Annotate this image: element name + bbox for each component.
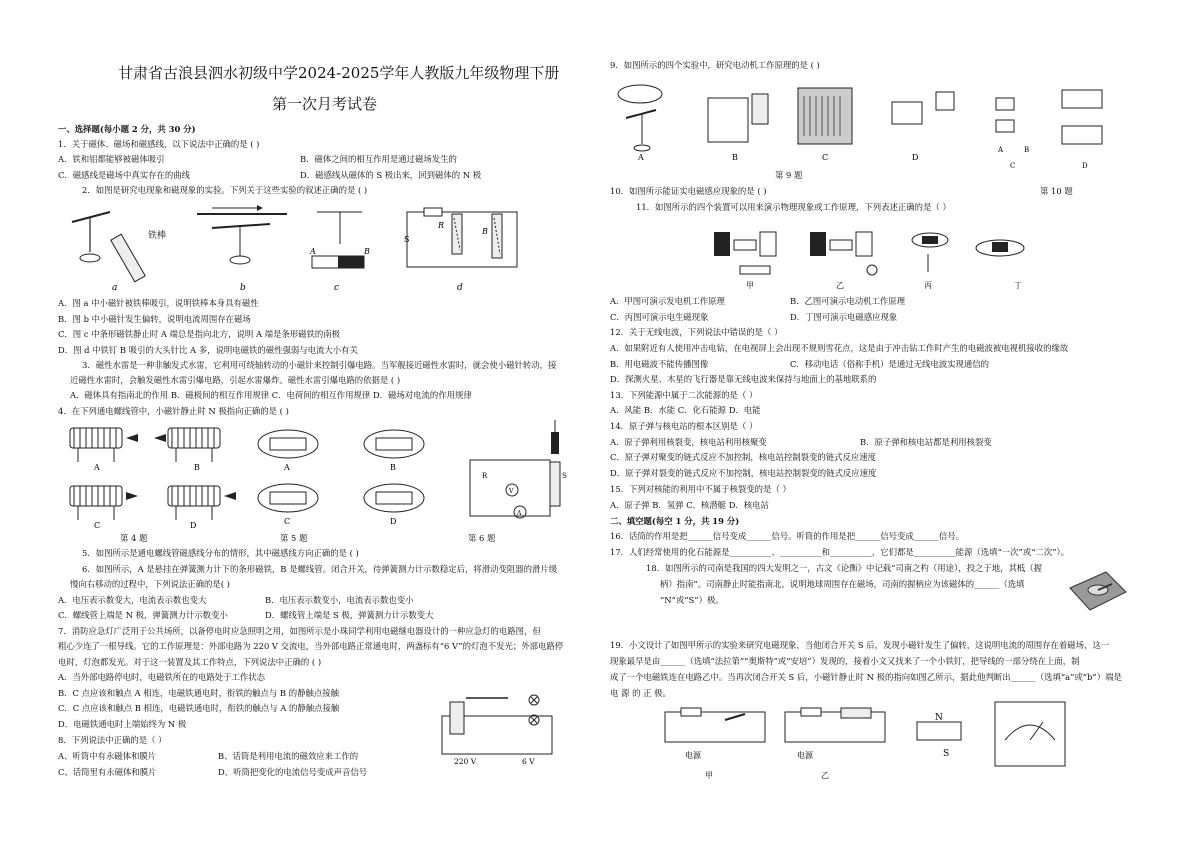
q19-figure bbox=[655, 700, 1155, 790]
question-11: 11．如图所示的四个装置可以用来演示物理现象或工作原理，下列表述正确的是（ ） bbox=[636, 202, 951, 212]
q11-fig-jia bbox=[714, 232, 776, 290]
q6-option-a: A．电压表示数变大，电流表示数也变大 bbox=[58, 595, 207, 605]
q2-option-b: B．图 b 中小磁针发生偏转，说明电流周围存在磁场 bbox=[58, 314, 251, 324]
question-13: 13．下列能源中属于二次能源的是（ ） bbox=[610, 390, 758, 400]
question-7: 7．消防应急灯广泛用于公共场所，以备停电时应急照明之用，如图所示是小珠同学利用电磁继电器设计的一种应急灯的电路图，但 bbox=[58, 626, 541, 636]
question-18: 18．如图所示的司南是我国的四大发明之一，古文《论衡》中记载“司南之杓（用途），投之于地，其柢（握 bbox=[646, 563, 1042, 573]
svg-text:B: B bbox=[482, 227, 488, 236]
q19-meter-figure bbox=[917, 702, 1065, 766]
caption-q6: 第 6 题 bbox=[468, 533, 496, 543]
q12-option-a: A．如果附近有人使用冲击电钻，在电视屏上会出现不规则雪花点，这是由于冲击钻工作时产生的电磁波被电视机接收的缘故 bbox=[610, 343, 1069, 353]
q1-option-b: B．磁体之间的相互作用是通过磁场发生的 bbox=[300, 154, 457, 164]
q18-sinan-figure bbox=[1066, 568, 1128, 612]
question-19-cont3: 电 源 的 正 极。 bbox=[610, 688, 671, 698]
q9-q10-figure bbox=[612, 78, 1132, 173]
q11-fig-ding bbox=[976, 240, 1024, 290]
q2-option-c: C．图 c 中条形磁铁静止时 A 端总是指向北方，说明 A 端是条形磁铁的南极 bbox=[58, 329, 341, 339]
q11-label-jia: 甲 bbox=[746, 281, 754, 290]
q11-option-d: D．丁图可演示电磁感应现象 bbox=[790, 312, 898, 322]
page-title: 甘肃省古浪县泗水初级中学2024-2025学年人教版九年级物理下册 bbox=[118, 64, 560, 82]
svg-text:D: D bbox=[390, 517, 397, 526]
svg-text:A: A bbox=[284, 463, 290, 472]
q11-option-c: C．丙图可演示电生磁现象 bbox=[610, 312, 709, 322]
svg-text:B: B bbox=[194, 463, 200, 472]
q7-option-d: D．电磁铁通电时上端始终为 N 极 bbox=[58, 719, 187, 729]
q2-option-d: D．图 d 中铁钉 B 吸引的大头针比 A 多，说明电磁铁的磁性强弱与电流大小有关 bbox=[58, 345, 358, 355]
q2-fig-c bbox=[309, 212, 370, 293]
q1-option-a: A．铁和铝都能够被磁体吸引 bbox=[58, 154, 165, 164]
q2-label-d: d bbox=[457, 283, 463, 293]
svg-text:S: S bbox=[404, 235, 410, 244]
q4-q6-figure bbox=[60, 420, 580, 540]
question-19-cont2: 成了一个电磁铁连在电路乙中。当再次闭合开关 S 后，小磁针静止时 N 极的指向如图乙所示，据此他判断出______（选填“a”或“b”）端是 bbox=[610, 672, 1122, 682]
svg-text:A: A bbox=[94, 463, 100, 472]
question-2: 2．如图是研究电现象和磁现象的实验。下列关于这些实验的叙述正确的是 ( ) bbox=[82, 185, 368, 195]
q11-label-ding: 丁 bbox=[1014, 281, 1022, 290]
question-7-cont1: 粗心少连了一根导线。它的工作原理是：外部电路为 220 V 交流电，当外部电路正常通电时，两盏标有“6 V”的灯泡不发光；外部电路停 bbox=[58, 641, 564, 651]
q13-options: A．风能 B．水能 C．化石能源 D．电能 bbox=[610, 405, 761, 415]
q11-label-yi: 乙 bbox=[836, 281, 844, 290]
question-6-cont: 慢向右移动的过程中，下列说法正确的是( ) bbox=[70, 579, 230, 589]
caption-q4: 第 4 题 bbox=[120, 533, 148, 543]
question-12: 12．关于无线电波，下列说法中错误的是（ ） bbox=[610, 327, 783, 337]
q2-option-a: A．图 a 中小磁针被铁棒吸引，说明铁棒本身具有磁性 bbox=[58, 298, 259, 308]
q11-fig-bing bbox=[912, 233, 948, 290]
q2-fig-a bbox=[72, 212, 166, 293]
svg-text:R: R bbox=[482, 472, 488, 480]
q7-option-c: C．C 点应该和触点 B 相连，电磁铁通电时，衔铁的触点与 A 的静触点接触 bbox=[58, 703, 340, 713]
page-subtitle: 第一次月考试卷 bbox=[272, 95, 378, 113]
svg-text:B: B bbox=[390, 463, 396, 472]
svg-text:D: D bbox=[190, 521, 197, 530]
svg-text:V: V bbox=[509, 488, 514, 495]
q14-option-d: D．原子弹对裂变的链式反应不加控制，核电站控制裂变的链式反应速度 bbox=[610, 468, 877, 478]
caption-q10: 第 10 题 bbox=[1040, 186, 1073, 196]
q19-jia-power-label: 电源 bbox=[685, 751, 701, 760]
q2-label-b: b bbox=[240, 283, 246, 293]
q6-option-d: D．螺线管上端是 S 极，弹簧测力计示数变大 bbox=[265, 610, 434, 620]
q5-solenoids bbox=[258, 430, 424, 526]
q19-yi-label: 乙 bbox=[821, 771, 829, 780]
svg-text:B: B bbox=[732, 153, 738, 162]
q11-figure bbox=[700, 222, 1060, 294]
svg-text:C: C bbox=[94, 521, 101, 530]
q11-fig-yi bbox=[810, 232, 877, 290]
q8-option-c: C、话筒里有永磁体和膜片 bbox=[58, 767, 157, 777]
question-19: 19．小文设计了如图甲所示的实验来研究电磁现象，当他闭合开关 S 后，发现小磁针发生了偏转，这说明电流的周围存在着磁场，这一 bbox=[610, 640, 1110, 650]
question-10: 10．如图所示能证实电磁感应现象的是 ( ) bbox=[610, 186, 767, 196]
question-16: 16．话筒的作用是把______信号变成______信号。听筒的作用是把______信号变成______信号。 bbox=[610, 531, 965, 541]
q19-yi-power-label: 电源 bbox=[797, 751, 813, 760]
q3-options: A．磁体具有指南北的作用 B．磁极间的相互作用规律 C．电荷间的相互作用规律 D．磁场对电流的作用规律 bbox=[70, 390, 472, 400]
svg-text:A: A bbox=[310, 247, 316, 256]
q2-label-a: a bbox=[112, 283, 118, 293]
question-15: 15．下列对核能的利用中不属于核裂变的是（ ） bbox=[610, 484, 791, 494]
q11-option-b: B．乙图可演示电动机工作原理 bbox=[790, 296, 906, 306]
q6-circuit bbox=[470, 420, 567, 518]
q10-figures bbox=[996, 90, 1102, 170]
q9-fig-c bbox=[798, 88, 852, 162]
q14-option-b: B．原子弹和核电站都是利用核裂变 bbox=[860, 437, 992, 447]
q19-fig-jia bbox=[665, 708, 765, 780]
svg-text:S: S bbox=[562, 472, 567, 480]
caption-q9: 第 9 题 bbox=[775, 170, 803, 180]
q6-option-c: C．螺线管上端是 N 极，弹簧测力计示数变小 bbox=[58, 610, 228, 620]
section-fill-heading: 二、填空题(每空 1 分，共 19 分) bbox=[610, 516, 740, 526]
q2-fig-b bbox=[197, 205, 287, 293]
q12-option-c: C．移动电话（俗称手机）是通过无线电波实现通信的 bbox=[790, 359, 990, 369]
question-3-cont: 近磁性水雷时，会触发磁性水雷引爆电路，引起水雷爆炸。磁性水雷引爆电路的依据是 ( ) bbox=[70, 375, 401, 385]
q12-option-b: B．用电磁波不能传播图像 bbox=[610, 359, 709, 369]
svg-text:A: A bbox=[517, 510, 522, 517]
q12-option-d: D．探测火星、木星的飞行器是靠无线电波来保持与地面上的基地联系的 bbox=[610, 374, 877, 384]
q6-option-b: B．电压表示数变小，电流表示数也变小 bbox=[265, 595, 414, 605]
q7-option-b: B．C 点应该和触点 A 相连，电磁铁通电时，衔铁的触点与 B 的静触点接触 bbox=[58, 688, 339, 698]
q9-fig-a bbox=[618, 85, 662, 162]
q9-fig-d bbox=[892, 92, 954, 162]
svg-text:A: A bbox=[998, 146, 1004, 154]
svg-text:C: C bbox=[284, 517, 291, 526]
question-18-cont2: “N”或“S”）极。 bbox=[660, 595, 724, 605]
q11-label-bing: 丙 bbox=[924, 281, 932, 290]
svg-text:S: S bbox=[943, 749, 950, 759]
q2-iron-label: 铁棒 bbox=[148, 231, 167, 241]
svg-text:B: B bbox=[1024, 146, 1030, 154]
q2-figure bbox=[62, 204, 542, 294]
q19-fig-yi bbox=[785, 708, 885, 780]
q4-solenoids bbox=[70, 428, 236, 530]
svg-text:A: A bbox=[638, 153, 644, 162]
svg-text:B: B bbox=[364, 247, 370, 256]
q8-option-b: B、话筒是利用电流的磁效应来工作的 bbox=[218, 751, 359, 761]
svg-text:C: C bbox=[822, 153, 829, 162]
question-18-cont1: 柄）指南”。司南静止时能指南北，说明地球周围存在磁场，司南的握柄应为该磁体的______（选填 bbox=[660, 579, 1025, 589]
caption-q5: 第 5 题 bbox=[280, 533, 308, 543]
q7-option-a: A．当外部电路停电时，电磁铁所在的电路处于工作状态 bbox=[58, 672, 266, 682]
question-19-cont1: 现象最早是由______（选填“法拉第”“奥斯特”或“安培”）发现的，接着小文又找来了一个小铁钉，把导线的一部分绕在上面，制 bbox=[610, 656, 1080, 666]
svg-text:D: D bbox=[912, 153, 919, 162]
svg-text:C: C bbox=[1010, 162, 1016, 170]
question-6: 6．如图所示，A 是悬挂在弹簧测力计下的条形磁铁，B 是螺线管。闭合开关，待弹簧测力计示数稳定后，将滑动变阻器的滑片缓 bbox=[82, 564, 558, 574]
q14-option-a: A．原子弹利用核裂变，核电站利用核聚变 bbox=[610, 437, 767, 447]
q7-6v-label: 6 V bbox=[522, 757, 535, 766]
question-8: 8．下列说法中正确的是（ ） bbox=[58, 735, 167, 745]
question-4: 4．在下列通电螺线管中，小磁针静止时 N 极指向正确的是 ( ) bbox=[58, 406, 289, 416]
q7-220v-label: 220 V bbox=[454, 757, 477, 766]
q15-options: A．原子弹 B．氢弹 C．核潜艇 D．核电站 bbox=[610, 500, 769, 510]
q11-option-a: A．甲图可演示发电机工作原理 bbox=[610, 296, 725, 306]
question-1: 1．关于磁体、磁场和磁感线，以下说法中正确的是 ( ) bbox=[58, 139, 260, 149]
q1-option-c: C．磁感线是磁场中真实存在的曲线 bbox=[58, 170, 191, 180]
question-5: 5．如图所示是通电螺线管磁感线分布的情形，其中磁感线方向正确的是 ( ) bbox=[82, 548, 359, 558]
q8-option-a: A、听筒中有永磁体和膜片 bbox=[58, 751, 157, 761]
svg-text:R: R bbox=[438, 221, 445, 230]
q2-label-c: c bbox=[334, 283, 340, 293]
svg-text:N: N bbox=[935, 713, 943, 723]
q7-figure bbox=[436, 680, 564, 768]
svg-text:D: D bbox=[1082, 162, 1088, 170]
q2-fig-d bbox=[404, 208, 517, 293]
q14-option-c: C．原子弹对聚变的链式反应不加控制，核电站控制裂变的链式反应速度 bbox=[610, 452, 877, 462]
question-3: 3．磁性水雷是一种非触发式水雷，它利用可绕轴转动的小磁针来控制引爆电路。当军舰接近磁性水雷时，就会使小磁针转动，接 bbox=[82, 360, 557, 370]
question-7-cont2: 电时，灯泡都发光。对于这一装置及其工作特点，下列说法中正确的 ( ) bbox=[58, 657, 322, 667]
question-17: 17．人们经常使用的化石能源是__________、__________和__________，它们都是__________能源（选填“一次”或“二次”）。 bbox=[610, 547, 1070, 557]
question-9: 9．如图所示的四个实验中，研究电动机工作原理的是 ( ) bbox=[610, 60, 820, 70]
q8-option-d: D、听筒把变化的电流信号变成声音信号 bbox=[218, 767, 368, 777]
question-14: 14．原子弹与核电站的根本区别是（ ） bbox=[610, 421, 758, 431]
q19-jia-label: 甲 bbox=[705, 771, 713, 780]
q1-option-d: D．磁感线从磁体的 S 极出来，回到磁体的 N 极 bbox=[300, 170, 482, 180]
section-choice-heading: 一、选择题(每小题 2 分，共 30 分) bbox=[58, 124, 196, 134]
q9-fig-b bbox=[708, 94, 768, 162]
